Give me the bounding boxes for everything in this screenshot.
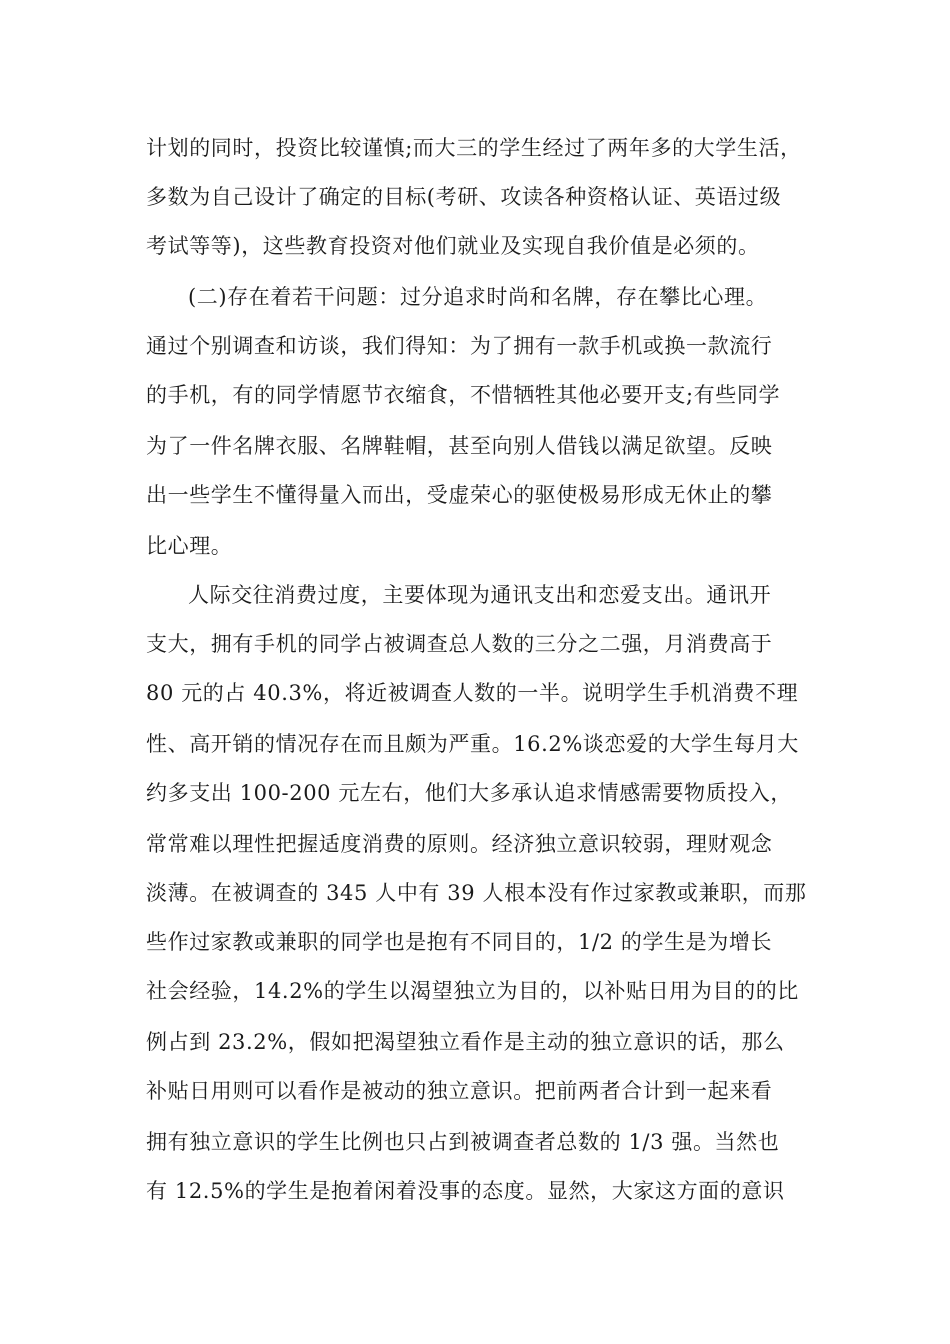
text-line-22: 有 12.5%的学生是抱着闲着没事的态度。显然，大家这方面的意识 [146,1179,785,1203]
text-line-1: 计划的同时，投资比较谨慎;而大三的学生经过了两年多的大学生活， [146,136,802,160]
text-line-2: 多数为自己设计了确定的目标(考研、攻读各种资格认证、英语过级 [146,185,782,209]
text-line-7: 为了一件名牌衣服、名牌鞋帽，甚至向别人借钱以满足欲望。反映 [146,434,773,458]
text-line-12: 80 元的占 40.3%，将近被调查人数的一半。说明学生手机消费不理 [146,681,799,705]
text-line-3: 考试等等)，这些教育投资对他们就业及实现自我价值是必须的。 [146,234,760,258]
text-line-15: 常常难以理性把握适度消费的原则。经济独立意识较弱，理财观念 [146,832,773,856]
text-line-9: 比心理。 [146,534,233,558]
section-heading-line: (二)存在着若干问题：过分追求时尚和名牌，存在攀比心理。 [188,285,768,309]
text-line-20: 补贴日用则可以看作是被动的独立意识。把前两者合计到一起来看 [146,1079,773,1103]
text-line-8: 出一些学生不懂得量入而出，受虚荣心的驱使极易形成无休止的攀 [146,483,773,507]
text-line-21: 拥有独立意识的学生比例也只占到被调查者总数的 1/3 强。当然也 [146,1130,780,1154]
text-line-11: 支大，拥有手机的同学占被调查总人数的三分之二强，月消费高于 [146,632,773,656]
text-line-19: 例占到 23.2%，假如把渴望独立看作是主动的独立意识的话，那么 [146,1030,785,1054]
text-line-18: 社会经验，14.2%的学生以渴望独立为目的，以补贴日用为目的的比 [146,979,799,1003]
text-line-14: 约多支出 100-200 元左右，他们大多承认追求情感需要物质投入， [146,781,793,805]
paragraph-start-line: 人际交往消费过度，主要体现为通讯支出和恋爱支出。通讯开 [188,583,772,607]
text-line-13: 性、高开销的情况存在而且颇为严重。16.2%谈恋爱的大学生每月大 [146,732,799,756]
text-line-5: 通过个别调查和访谈，我们得知：为了拥有一款手机或换一款流行 [146,334,773,358]
text-line-6: 的手机，有的同学情愿节衣缩食，不惜牺牲其他必要开支;有些同学 [146,383,781,407]
text-line-16: 淡薄。在被调查的 345 人中有 39 人根本没有作过家教或兼职，而那 [146,881,807,905]
text-line-17: 些作过家教或兼职的同学也是抱有不同目的，1/2 的学生是为增长 [146,930,773,954]
